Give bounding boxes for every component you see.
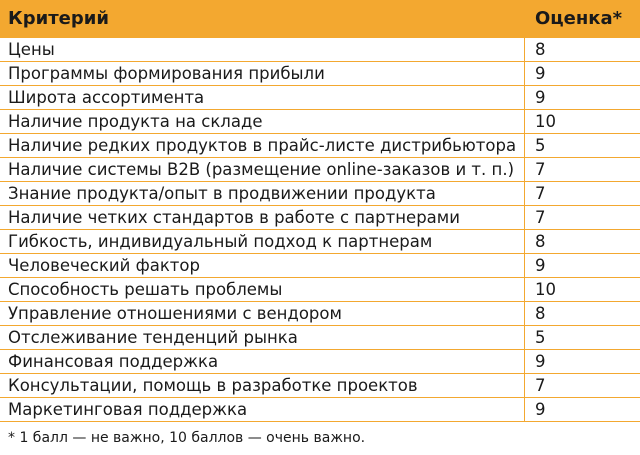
score-cell: 10 xyxy=(535,280,556,299)
criterion-cell: Наличие системы B2B (размещение online-заказов и т. п.) xyxy=(8,160,515,179)
criterion-cell: Консультации, помощь в разработке проектов xyxy=(8,376,418,395)
score-cell: 8 xyxy=(535,304,546,323)
table-row xyxy=(0,350,640,374)
table-row xyxy=(0,158,640,182)
score-cell: 10 xyxy=(535,112,556,131)
table-row xyxy=(0,398,640,422)
table-row xyxy=(0,182,640,206)
header-score: Оценка* xyxy=(535,8,623,29)
score-cell: 7 xyxy=(535,184,546,203)
score-cell: 8 xyxy=(535,40,546,59)
score-cell: 7 xyxy=(535,208,546,227)
score-cell: 9 xyxy=(535,88,546,107)
criterion-cell: Цены xyxy=(8,40,55,59)
table-row xyxy=(0,326,640,350)
table-row xyxy=(0,374,640,398)
table-row xyxy=(0,302,640,326)
criterion-cell: Программы формирования прибыли xyxy=(8,64,325,83)
score-cell: 8 xyxy=(535,232,546,251)
criterion-cell: Финансовая поддержка xyxy=(8,352,219,371)
column-divider xyxy=(524,38,525,422)
criterion-cell: Наличие редких продуктов в прайс-листе дистрибьютора xyxy=(8,136,517,155)
criterion-cell: Гибкость, индивидуальный подход к партнерам xyxy=(8,232,433,251)
criterion-cell: Наличие продукта на складе xyxy=(8,112,263,131)
criterion-cell: Широта ассортимента xyxy=(8,88,205,107)
table-row xyxy=(0,206,640,230)
score-cell: 5 xyxy=(535,328,546,347)
table-row xyxy=(0,278,640,302)
table-row xyxy=(0,86,640,110)
table-row xyxy=(0,38,640,62)
score-cell: 7 xyxy=(535,160,546,179)
criterion-cell: Маркетинговая поддержка xyxy=(8,400,248,419)
table-header xyxy=(0,0,640,38)
criterion-cell: Знание продукта/опыт в продвижении продукта xyxy=(8,184,436,203)
score-cell: 9 xyxy=(535,352,546,371)
footnote: * 1 балл — не важно, 10 баллов — очень важно. xyxy=(8,430,366,446)
table-row xyxy=(0,110,640,134)
criterion-cell: Наличие четких стандартов в работе с партнерами xyxy=(8,208,460,227)
header-criterion: Критерий xyxy=(8,8,109,29)
score-cell: 9 xyxy=(535,64,546,83)
score-cell: 7 xyxy=(535,376,546,395)
table-row xyxy=(0,254,640,278)
criterion-cell: Человеческий фактор xyxy=(8,256,200,275)
table-body xyxy=(0,38,640,422)
table-row xyxy=(0,230,640,254)
criterion-cell: Способность решать проблемы xyxy=(8,280,283,299)
score-cell: 9 xyxy=(535,256,546,275)
score-cell: 5 xyxy=(535,136,546,155)
score-cell: 9 xyxy=(535,400,546,419)
table-row xyxy=(0,62,640,86)
criterion-cell: Управление отношениями с вендором xyxy=(8,304,342,323)
criterion-cell: Отслеживание тенденций рынка xyxy=(8,328,298,347)
table-row xyxy=(0,134,640,158)
